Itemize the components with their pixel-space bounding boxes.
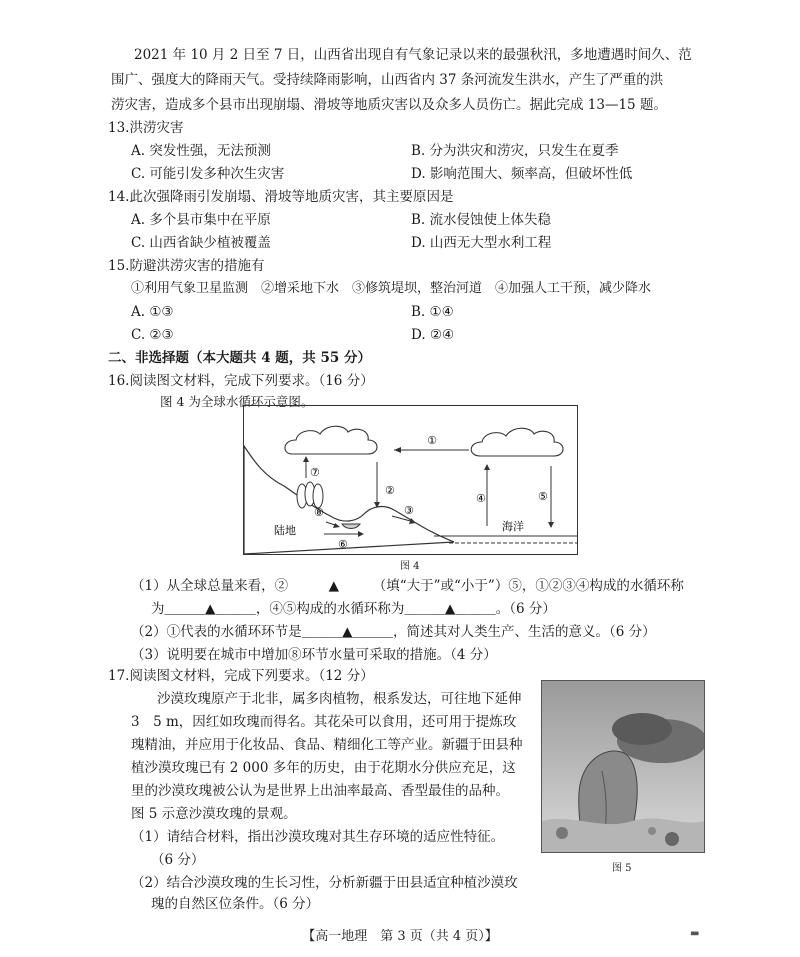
intro-line-2: 围广、强度大的降雨天气。受持续降雨影响，山西省内 37 条河流发生洪水，产生了严重的洪	[111, 72, 664, 88]
land-label: 陆地	[274, 524, 296, 537]
q16-figure-intro: 图 4 为全球水循环示意图。	[160, 394, 314, 409]
q15-option-b: B. ①④	[411, 304, 454, 320]
marker-8: ⑧	[314, 506, 324, 519]
q16-part1-line2: 为＿＿＿▲＿＿＿，④⑤构成的水循环称为＿＿＿▲＿＿＿。（6 分）	[151, 601, 556, 617]
q17-part1-line1: （1）请结合材料，指出沙漠玫瑰对其生存环境的适应性特征。	[131, 829, 505, 845]
land-cloud	[285, 426, 377, 454]
figure-5-caption: 图 5	[612, 863, 632, 874]
q17-para-6: 图 5 示意沙漠玫瑰的景观。	[131, 806, 297, 822]
desert-rose-photo	[541, 680, 705, 853]
q17-part2-line2: 瑰的自然区位条件。（6 分）	[151, 896, 320, 912]
marker-3: ③	[404, 504, 414, 517]
q16-part3: （3）说明要在城市中增加⑧环节水量可采取的措施。（4 分）	[131, 647, 497, 663]
q17-para-5: 里的沙漠玫瑰被公认为是世界上出油率最高、香型最佳的品种。	[131, 783, 509, 799]
corner-mark: ▬	[690, 928, 700, 939]
marker-6: ⑥	[338, 538, 348, 551]
q14-option-a: A. 多个县市集中在平原	[131, 212, 271, 228]
marker-1: ①	[427, 434, 437, 447]
marker-5: ⑤	[538, 490, 548, 503]
q17-para-1: 沙漠玫瑰原产于北非，属多肉植物，根系发达，可往地下延伸	[157, 691, 522, 707]
section-heading: 二、非选择题（本大题共 4 题，共 55 分）	[108, 350, 371, 366]
q14-option-b: B. 流水侵蚀使上体失稳	[411, 212, 552, 228]
q17-para-3: 瑰精油，并应用于化妆品、食品、精细化工等产业。新疆于田县种	[131, 737, 523, 753]
marker-2: ②	[385, 484, 395, 497]
q17-stem: 17.阅读图文材料，完成下列要求。（12 分）	[108, 668, 374, 684]
q13-option-d: D. 影响范围大、频率高，但破坏性低	[411, 166, 633, 182]
ocean-cloud	[471, 428, 563, 456]
q14-option-c: C. 山西省缺少植被覆盖	[131, 235, 271, 251]
q15-items: ①利用气象卫星监测 ②增采地下水 ③修筑堤坝，整治河道 ④加强人工干预，减少降水	[131, 281, 652, 296]
q17-part2-line1: （2）结合沙漠玫瑰的生长习性，分析新疆于田县适宜种植沙漠玫	[131, 875, 518, 891]
figure-4-caption: 图 4	[400, 561, 420, 572]
q15-option-c: C. ②③	[131, 327, 174, 343]
q17-para-4: 植沙漠玫瑰已有 2 000 多年的历史，由于花期水分供应充足，这	[131, 760, 516, 776]
q17-para-2: 3 5 m，因红如玫瑰而得名。其花朵可以食用，还可用于提炼玫	[131, 714, 517, 730]
q16-part2: （2）①代表的水循环环节是＿＿＿▲＿＿＿，简述其对人类生产、生活的意义。（6 分）	[131, 624, 656, 640]
q16-part1-line1: （1）从全球总量来看，② ▲ （填“大于”或“小于”）⑤，①②③④构成的水循环称	[131, 578, 684, 594]
ocean-label: 海洋	[502, 520, 524, 533]
water-cycle-svg	[244, 406, 577, 554]
intro-line-3: 涝灾害，造成多个县市出现崩塌、滑坡等地质灾害以及众多人员伤亡。据此完成 13—15 题。	[111, 97, 667, 113]
water-cycle-diagram	[243, 405, 578, 555]
q14-option-d: D. 山西无大型水利工程	[411, 235, 552, 251]
land-terrain	[244, 446, 454, 554]
page-footer: 【高一地理 第 3 页（共 4 页）】	[302, 929, 498, 944]
marker-7: ⑦	[310, 466, 320, 479]
intro-line-1: 2021 年 10 月 2 日至 7 日，山西省出现自有气象记录以来的最强秋汛，多地遭遇时间久、范	[134, 47, 692, 63]
q16-stem: 16.阅读图文材料，完成下列要求。（16 分）	[108, 373, 374, 389]
q14-stem: 14.此次强降雨引发崩塌、滑坡等地质灾害，其主要原因是	[108, 189, 454, 205]
q13-stem: 13.洪涝灾害	[108, 120, 184, 136]
q17-part1-line2: （6 分）	[151, 852, 205, 868]
q15-option-a: A. ①③	[131, 304, 174, 320]
q15-stem: 15.防避洪涝灾害的措施有	[108, 258, 265, 274]
q13-option-b: B. 分为洪灾和涝灾，只发生在夏季	[411, 143, 619, 159]
q15-option-d: D. ②④	[411, 327, 455, 343]
q13-option-a: A. 突发性强，无法预测	[131, 143, 271, 159]
marker-4: ④	[476, 492, 486, 505]
q13-option-c: C. 可能引发多种次生灾害	[131, 166, 285, 182]
